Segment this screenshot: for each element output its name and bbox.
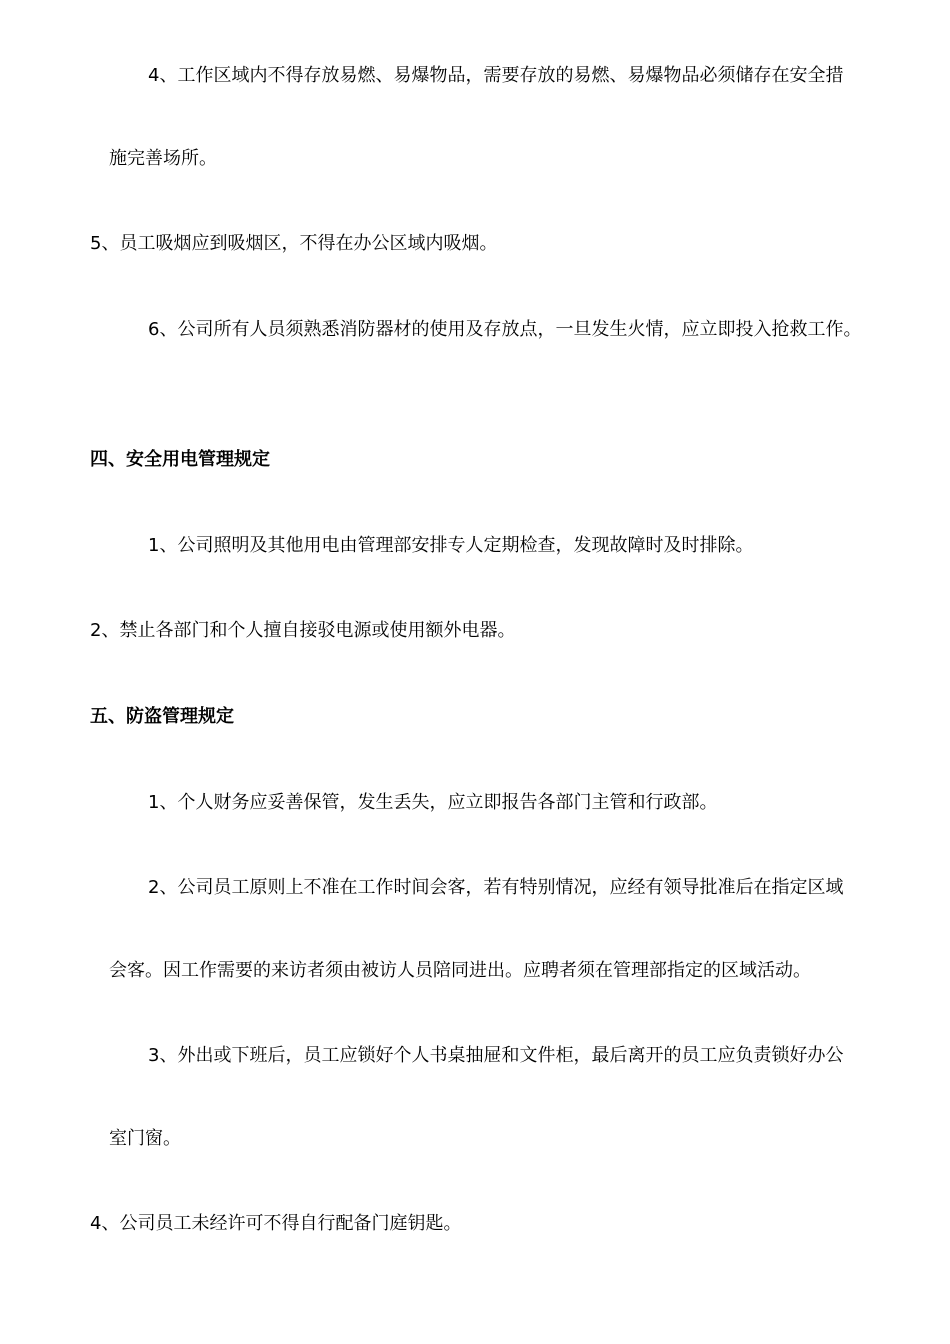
section-5-item-4: 4、公司员工未经许可不得自行配备门庭钥匙。 <box>90 1213 462 1234</box>
section-5-item-3-line-2: 室门窗。 <box>109 1128 181 1149</box>
section-5-item-1: 1、个人财务应妥善保管，发生丢失，应立即报告各部门主管和行政部。 <box>148 792 718 813</box>
fire-item-4-line-1: 4、工作区域内不得存放易燃、易爆物品，需要存放的易燃、易爆物品必须储存在安全措 <box>148 65 844 86</box>
section-5-item-2-line-1: 2、公司员工原则上不准在工作时间会客，若有特别情况，应经有领导批准后在指定区域 <box>148 877 844 898</box>
section-5-item-3-line-1: 3、外出或下班后，员工应锁好个人书桌抽屉和文件柜，最后离开的员工应负责锁好办公 <box>148 1045 844 1066</box>
section-5-heading: 五、防盗管理规定 <box>90 706 234 727</box>
fire-item-4-line-2: 施完善场所。 <box>109 148 217 169</box>
section-4-item-2: 2、禁止各部门和个人擅自接驳电源或使用额外电器。 <box>90 620 516 641</box>
fire-item-5: 5、员工吸烟应到吸烟区，不得在办公区域内吸烟。 <box>90 233 498 254</box>
section-4-item-1: 1、公司照明及其他用电由管理部安排专人定期检查，发现故障时及时排除。 <box>148 535 754 556</box>
section-4-heading: 四、安全用电管理规定 <box>90 449 270 470</box>
fire-item-6: 6、公司所有人员须熟悉消防器材的使用及存放点，一旦发生火情，应立即投入抢救工作。 <box>148 319 862 340</box>
section-5-item-2-line-2: 会客。因工作需要的来访者须由被访人员陪同进出。应聘者须在管理部指定的区域活动。 <box>109 960 811 981</box>
